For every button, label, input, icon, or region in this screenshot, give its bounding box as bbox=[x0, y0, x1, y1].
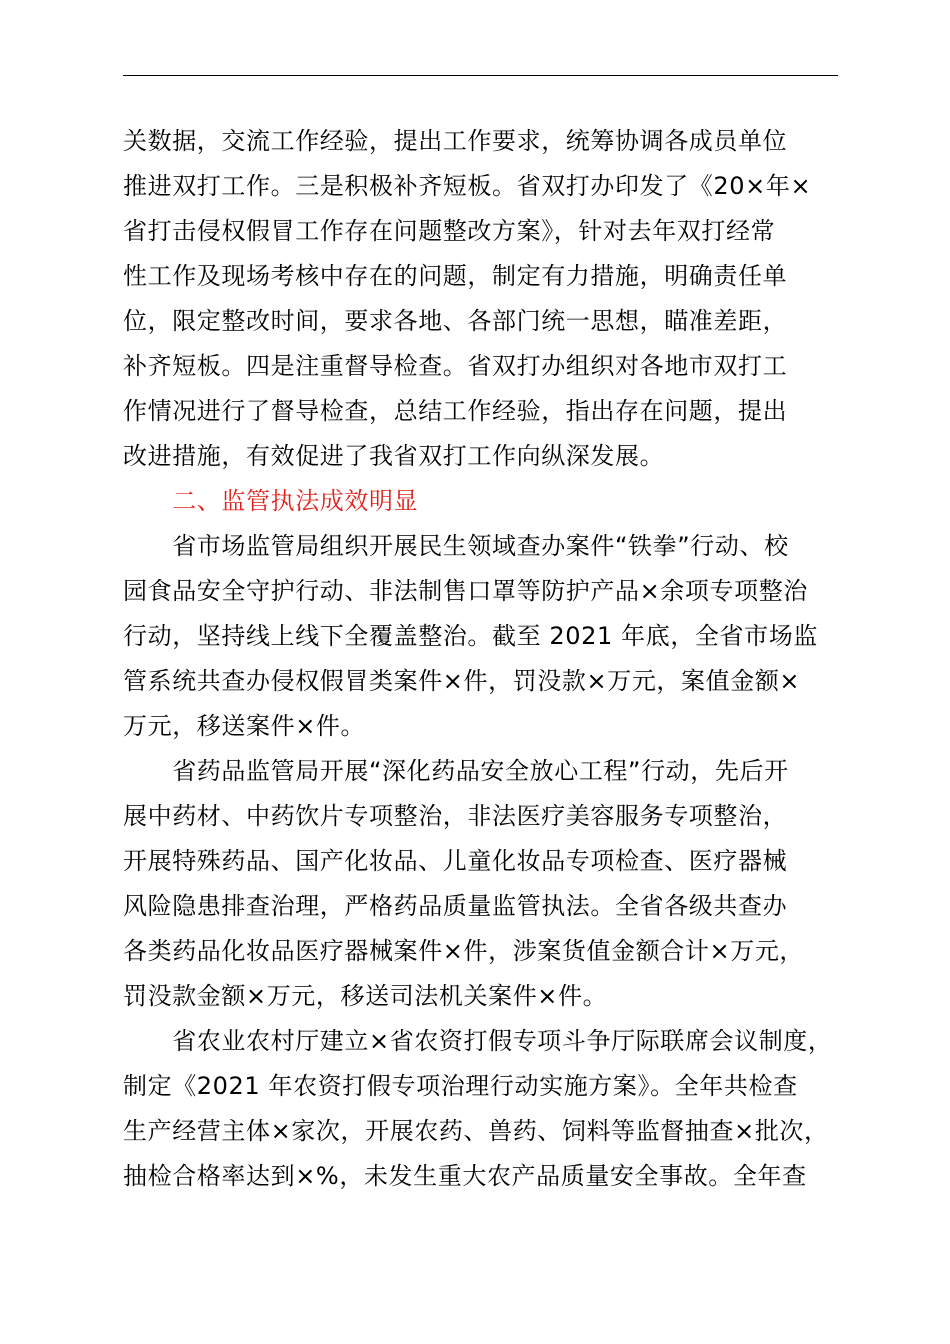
text-line: 补齐短板。四是注重督导检查。省双打办组织对各地市双打工 bbox=[123, 352, 788, 380]
section-heading: 二、监管执法成效明显 bbox=[123, 487, 419, 515]
text-line: 抽检合格率达到×%，未发生重大农产品质量安全事故。全年查 bbox=[123, 1162, 807, 1190]
text-line: 推进双打工作。三是积极补齐短板。省双打办印发了《20×年× bbox=[123, 172, 812, 200]
text-line: 作情况进行了督导检查，总结工作经验，指出存在问题，提出 bbox=[123, 397, 788, 425]
text-line: 省市场监管局组织开展民生领域查办案件“铁拳”行动、校 bbox=[123, 532, 789, 560]
header-rule bbox=[123, 75, 838, 76]
text-line: 行动，坚持线上线下全覆盖整治。截至 2021 年底，全省市场监 bbox=[123, 622, 818, 650]
text-line: 省药品监管局开展“深化药品安全放心工程”行动，先后开 bbox=[123, 757, 789, 785]
text-line: 罚没款金额×万元，移送司法机关案件×件。 bbox=[123, 982, 608, 1010]
text-line: 风险隐患排查治理，严格药品质量监管执法。全省各级共查办 bbox=[123, 892, 788, 920]
body-text bbox=[123, 119, 863, 1199]
text-line: 省农业农村厅建立×省农资打假专项斗争厅际联席会议制度， bbox=[123, 1027, 833, 1055]
text-line: 园食品安全守护行动、非法制售口罩等防护产品×余项专项整治 bbox=[123, 577, 808, 605]
text-line: 展中药材、中药饮片专项整治，非法医疗美容服务专项整治， bbox=[123, 802, 788, 830]
text-line: 管系统共查办侵权假冒类案件×件，罚没款×万元，案值金额× bbox=[123, 667, 801, 695]
text-line: 开展特殊药品、国产化妆品、儿童化妆品专项检查、医疗器械 bbox=[123, 847, 788, 875]
text-line: 省打击侵权假冒工作存在问题整改方案》，针对去年双打经常 bbox=[123, 217, 776, 245]
text-line: 万元，移送案件×件。 bbox=[123, 712, 366, 740]
text-line: 关数据，交流工作经验，提出工作要求，统筹协调各成员单位 bbox=[123, 127, 788, 155]
text-line: 改进措施，有效促进了我省双打工作向纵深发展。 bbox=[123, 442, 665, 470]
text-line: 性工作及现场考核中存在的问题，制定有力措施，明确责任单 bbox=[123, 262, 788, 290]
text-line: 各类药品化妆品医疗器械案件×件，涉案货值金额合计×万元， bbox=[123, 937, 805, 965]
text-line: 制定《2021 年农资打假专项治理行动实施方案》。全年共检查 bbox=[123, 1072, 798, 1100]
text-line: 生产经营主体×家次，开展农药、兽药、饲料等监督抽查×批次， bbox=[123, 1117, 829, 1145]
text-line: 位，限定整改时间，要求各地、各部门统一思想，瞄准差距， bbox=[123, 307, 788, 335]
